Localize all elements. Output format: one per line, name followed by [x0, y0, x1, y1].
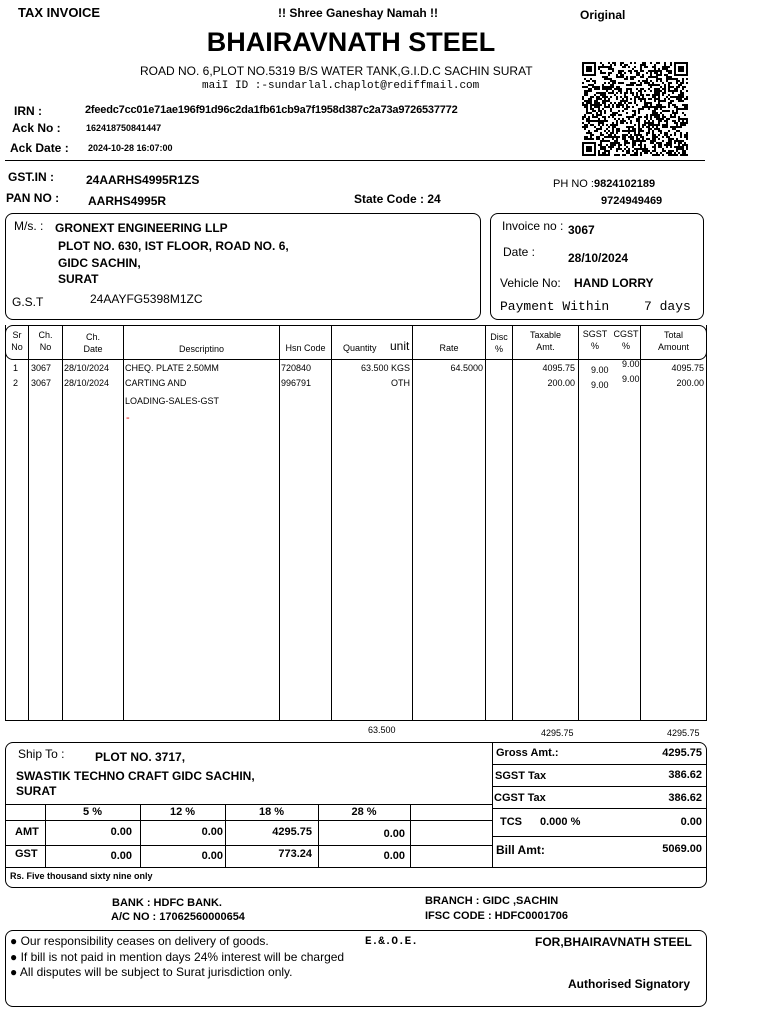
tcs-rate: 0.000 %: [540, 816, 581, 828]
buyer-gst-value: 24AAYFG5398M1ZC: [90, 292, 203, 306]
invoice-date-label: Date :: [503, 245, 536, 259]
tcs-value: 0.00: [680, 816, 702, 828]
gross-label: Gross Amt.:: [496, 747, 559, 759]
red-mark: -: [126, 412, 130, 424]
cell-taxable: 200.00: [547, 378, 575, 388]
vehicle-value: HAND LORRY: [574, 276, 654, 290]
cgst-label: CGST Tax: [494, 792, 546, 804]
total-taxable: 4295.75: [541, 728, 574, 738]
th-disc: Disc %: [490, 332, 508, 354]
bullet-icon: ●: [10, 950, 18, 964]
buyer-name: GRONEXT ENGINEERING LLP: [55, 221, 228, 235]
cell-date: 28/10/2024: [64, 363, 110, 373]
cell-sgst: 9.00: [591, 380, 609, 390]
irn-value: 2feedc7cc01e71ae196f91d96c2da1fb61cb9a7f1958d387c2a73a9726537772: [85, 104, 458, 116]
th-hsn: Hsn Code: [285, 343, 326, 353]
th-rate: Rate: [439, 343, 459, 353]
bullet-icon: ●: [10, 965, 18, 979]
cell-hsn: 996791: [281, 378, 312, 388]
copy-label: Original: [580, 8, 626, 22]
th-sr: Sr No: [11, 330, 23, 352]
cell-sgst: 9.00: [591, 365, 609, 375]
terms-2: ● If bill is not paid in mention days 24% interest will be charged: [10, 950, 345, 964]
th-cgst: CGST %: [613, 329, 639, 351]
tcs-label: TCS: [500, 816, 522, 828]
bullet-icon: ●: [10, 934, 18, 948]
amt-18: 4295.75: [272, 826, 312, 838]
cell-qty: 63.500 KGS: [360, 363, 410, 373]
cell-taxable: 4095.75: [542, 363, 575, 373]
amt-28: 0.00: [383, 828, 405, 840]
cell-qty: OTH: [391, 378, 410, 388]
payment-label: Payment Within: [500, 299, 610, 314]
eoe-label: E.&.O.E.: [365, 936, 418, 948]
th-total: Total Amount: [657, 330, 690, 352]
cell-total: 200.00: [676, 378, 704, 388]
cell-sr: 2: [13, 378, 19, 388]
phone-label: PH NO :9824102189: [553, 178, 656, 190]
cell-total: 4095.75: [671, 363, 704, 373]
blessing: !! Shree Ganeshay Namah !!: [278, 6, 439, 20]
invoice-no-value: 3067: [568, 223, 595, 237]
doc-type: TAX INVOICE: [18, 5, 101, 20]
ack-no-value: 162418750841447: [86, 123, 162, 133]
cell-cgst: 9.00: [622, 374, 640, 384]
ack-date-value: 2024-10-28 16:07:00: [88, 143, 173, 153]
gst-12: 0.00: [201, 850, 223, 862]
ship-to-label: Ship To :: [18, 747, 65, 761]
total-quantity: 63.500: [368, 725, 396, 735]
cell-desc: CHEQ. PLATE 2.50MM: [125, 363, 219, 373]
terms-1: ● Our responsibility ceases on delivery of goods.: [10, 934, 269, 948]
ack-date-label: Ack Date :: [10, 141, 69, 155]
buyer-address-1: PLOT NO. 630, IST FLOOR, ROAD NO. 6,: [58, 239, 289, 253]
bank-ifsc: IFSC CODE : HDFC0001706: [425, 910, 569, 922]
company-name: BHAIRAVNATH STEEL: [206, 27, 496, 57]
company-email: maiI ID :-sundarlal.chaplot@rediffmail.com: [202, 80, 480, 92]
cell-cgst: 9.00: [622, 359, 640, 369]
gstin-label: GST.IN :: [8, 170, 55, 184]
bank-account: A/C NO : 17062560000654: [111, 911, 245, 923]
bill-value: 5069.00: [662, 843, 702, 855]
sgst-label: SGST Tax: [495, 770, 547, 782]
ack-no-label: Ack No :: [12, 121, 61, 135]
total-amount: 4295.75: [667, 728, 700, 738]
ms-label: M/s. :: [14, 219, 44, 233]
th-taxable: Taxable Amt.: [529, 330, 562, 352]
gst-label: GST: [15, 848, 38, 860]
buyer-gst-label: G.S.T: [12, 295, 44, 309]
amt-12: 0.00: [201, 826, 223, 838]
cell-desc: CARTING AND: [125, 378, 187, 388]
cell-rate: 64.5000: [450, 363, 483, 373]
table-bottom-line: [5, 720, 707, 721]
buyer-address-3: SURAT: [58, 272, 99, 286]
invoice-no-label: Invoice no :: [502, 219, 564, 233]
for-company: FOR,BHAIRAVNATH STEEL: [535, 935, 692, 949]
pan-label: PAN NO :: [6, 191, 60, 205]
th-description: Descriptino: [178, 344, 225, 354]
th-unit: unit: [390, 339, 410, 353]
th-ch-date: Ch. Date: [83, 332, 103, 354]
cell-ch: 3067: [31, 378, 52, 388]
gstin-value: 24AARHS4995R1ZS: [86, 173, 200, 187]
ship-to-line-2: SWASTIK TECHNO CRAFT GIDC SACHIN,: [16, 769, 255, 783]
gross-value: 4295.75: [662, 747, 702, 759]
state-code: State Code : 24: [354, 192, 441, 206]
buyer-address-2: GIDC SACHIN,: [58, 256, 141, 270]
payment-value: 7 days: [644, 299, 691, 314]
gst-rate-28: 28 %: [351, 806, 377, 818]
vehicle-label: Vehicle No:: [500, 276, 561, 290]
gst-rate-12: 12 %: [169, 806, 196, 818]
gst-rate-18: 18 %: [258, 806, 285, 818]
authorised-signatory: Authorised Signatory: [568, 977, 691, 991]
gst-5: 0.00: [110, 850, 132, 862]
qr-code: [582, 62, 688, 156]
ship-to-line-3: SURAT: [16, 784, 57, 798]
amt-5: 0.00: [110, 826, 132, 838]
desc-continuation: LOADING-SALES-GST: [125, 396, 220, 406]
bill-label: Bill Amt:: [496, 843, 545, 857]
th-quantity: Quantity: [343, 343, 377, 353]
th-sgst: SGST %: [582, 329, 608, 351]
ship-to-line-1: PLOT NO. 3717,: [95, 750, 186, 764]
sgst-value: 386.62: [668, 769, 702, 781]
th-ch-no: Ch. No: [38, 330, 53, 352]
amount-in-words: Rs. Five thousand sixty nine only: [10, 871, 153, 881]
phone-2: 9724949469: [601, 195, 663, 207]
cell-sr: 1: [13, 363, 19, 373]
company-address: ROAD NO. 6,PLOT NO.5319 B/S WATER TANK,G.I.D.C SACHIN SURAT: [140, 64, 533, 78]
invoice-date-value: 28/10/2024: [568, 251, 629, 265]
gst-28: 0.00: [383, 850, 405, 862]
bank-branch: BRANCH : GIDC ,SACHIN: [425, 895, 559, 907]
amt-label: AMT: [15, 826, 39, 838]
cell-date: 28/10/2024: [64, 378, 110, 388]
cell-ch: 3067: [31, 363, 52, 373]
gst-18: 773.24: [278, 848, 312, 860]
irn-label: IRN :: [14, 104, 42, 118]
pan-value: AARHS4995R: [88, 194, 167, 208]
cell-hsn: 720840: [281, 363, 312, 373]
cgst-value: 386.62: [668, 792, 702, 804]
gst-rate-5: 5 %: [83, 806, 102, 818]
header-divider: [5, 160, 705, 161]
bank-name: BANK : HDFC BANK.: [112, 897, 222, 909]
terms-3: ● All disputes will be subject to Surat jurisdiction only.: [10, 965, 293, 979]
